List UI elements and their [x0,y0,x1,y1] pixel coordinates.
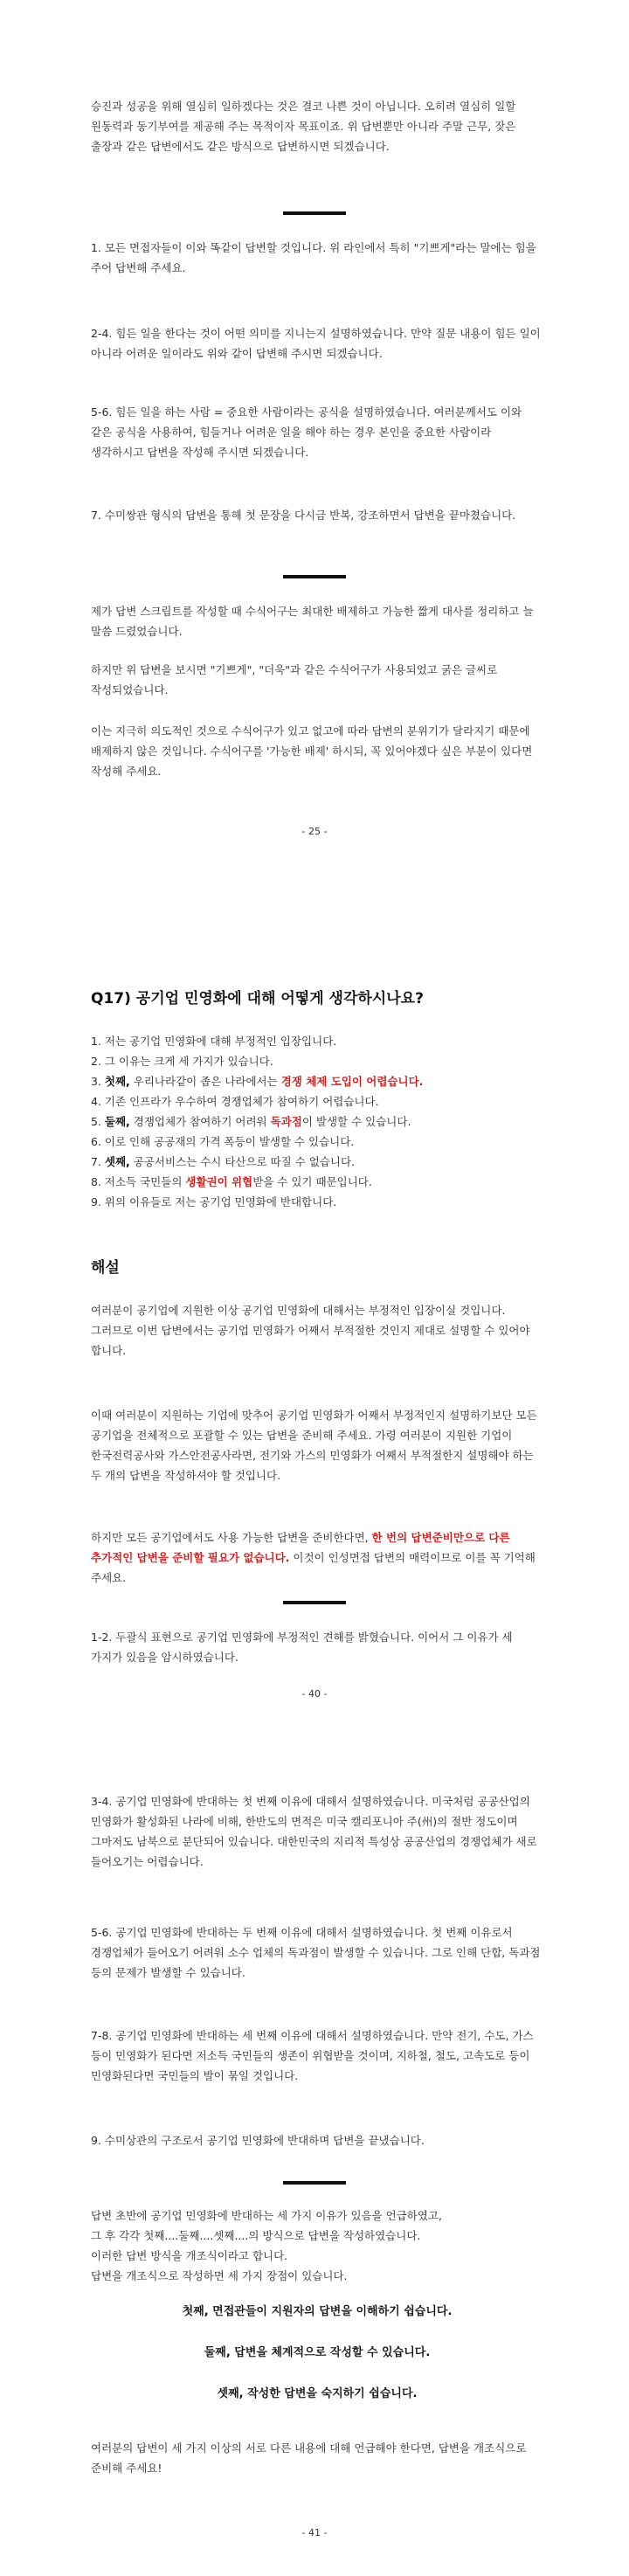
question-title-block [91,987,543,1010]
note-3-4: 3-4. 공기업 민영화에 반대하는 첫 번째 이유에 대해서 설명하였습니다. 미국처럼 공공산업의 민영화가 활성화된 나라에 비해, 한반도의 면적은 미국 캘리포니아 주(州)의 절반 정도이며 그마저도 남북으로 분단되어 있습니다. 대한민국의 지리적 특성상 공공산업의 경쟁업체가 새로 들어오기는 어렵습니다. [91,1795,537,1868]
section-divider [283,2181,346,2185]
answer-line: 9. 위의 이유들로 저는 공기업 민영화에 반대합니다. [91,1195,337,1208]
commentary-heading-block [91,1258,543,1278]
paragraph-2: 하지만 위 답변을 보시면 "기쁘게", "더욱"과 같은 수식어구가 사용되었고 굵은 글씨로 작성되었습니다. [91,663,498,696]
note-9: 9. 수미상관의 구조로서 공기업 민영화에 반대하며 답변을 끝냈습니다. [91,2134,425,2147]
section-divider [283,575,346,578]
summary: 답변 초반에 공기업 민영화에 반대하는 세 가지 이유가 있음을 언급하였고, 그 후 각각 첫째....둘째....셋째....의 방식으로 답변을 작성하였습니다. 이러한 답변 방식을 개조식이라고 합니다. 답변을 개조식으로 작성하면 세 가지 장점이 있습니다. [91,2209,442,2282]
section-divider [283,1601,346,1604]
note-1: 1. 모든 면접자들이 이와 똑같이 답변할 것입니다. 위 라인에서 특히 "기쁘게"라는 말에는 힘을 주어 답변해 주세요. [91,241,536,274]
page-number: - 41 - [301,2527,328,2538]
answer-line: 1. 저는 공기업 민영화에 대해 부정적인 입장입니다. [91,1035,337,1048]
note-5-6: 5-6. 힘든 일을 하는 사람 = 중요한 사람이라는 공식을 설명하였습니다. 여러분께서도 이와 같은 공식을 사용하여, 힘들거나 어려운 일을 해야 하는 경우 본인을 중요한 사람이라 생각하시고 답변을 작성해 주시면 되겠습니다. [91,405,522,459]
note-5-6: 5-6. 공기업 민영화에 반대하는 두 번째 이유에 대해서 설명하였습니다. 첫 번째 이유로서 경쟁업체가 들어오기 어려워 소수 업체의 독과점이 발생할 수 있습니다. 그로 인해 단합, 독과점 등의 문제가 발생할 수 있습니다. [91,1926,541,1979]
advantage-3: 셋째, 작성한 답변을 숙지하기 쉽습니다. [217,2387,418,2400]
advantage-1: 첫째, 면접관들이 지원자의 답변을 이해하기 쉽습니다. [182,2305,453,2318]
paragraph-3: 이는 지극히 의도적인 것으로 수식어구가 있고 없고에 따라 답변의 분위기가 달라지기 때문에 배제하지 않은 것입니다. 수식어구를 '가능한 배제' 하시되, 꼭 있어야겠다 싶은 부분이 있다면 작성해 주세요. [91,724,533,778]
commentary-3: 하지만 모든 공기업에서도 사용 가능한 답변을 준비한다면, 한 번의 답변준비만으로 다른 추가적인 답변을 준비할 필요가 없습니다. 이것이 인성면접 답변의 매력이므로 이를 꼭 기억해 주세요. [91,1531,536,1584]
note-1-2: 1-2. 두괄식 표현으로 공기업 민영화에 부정적인 견해를 밝혔습니다. 이어서 그 이유가 세 가지가 있음을 암시하였습니다. [91,1631,513,1664]
answer-line: 7. 셋째, 공공서비스는 수시 타산으로 따질 수 없습니다. [91,1155,356,1168]
paragraph-1: 제가 답변 스크립트를 작성할 때 수식어구는 최대한 배제하고 가능한 짧게 대사를 정리하고 늘 말씀 드렸었습니다. [91,605,534,638]
answer-line: 2. 그 이유는 크게 세 가지가 있습니다. [91,1055,273,1068]
question-title: Q17) 공기업 민영화에 대해 어떻게 생각하시나요? [91,990,424,1008]
answer-line: 8. 저소득 국민들의 생활권이 위협받을 수 있기 때문입니다. [91,1175,372,1188]
answer-list [91,1031,543,1212]
note-7-8: 7-8. 공기업 민영화에 반대하는 세 번째 이유에 대해서 설명하였습니다. 만약 전기, 수도, 가스 등이 민영화가 된다면 저소득 국민들의 생존이 위협받을 것이며, 지하철, 철도, 고속도로 등이 민영화된다면 국민들의 발이 묶일 것입니다. [91,2029,534,2082]
intro-paragraph: 승진과 성공을 위해 열심히 일하겠다는 것은 결코 나쁜 것이 아닙니다. 오히려 열심히 일할 원동력과 동기부여를 제공해 주는 목적이자 목표이죠. 위 답변뿐만 아니라 주말 근무, 잦은 출장과 같은 답변에서도 같은 방식으로 답변하시면 되겠습니다. [91,100,516,153]
advantages [91,2302,543,2404]
answer-line: 4. 기존 인프라가 우수하여 경쟁업체가 참여하기 어렵습니다. [91,1095,379,1108]
commentary-2: 이때 여러분이 지원하는 기업에 맞추어 공기업 민영화가 어째서 부정적인지 설명하기보단 모든 공기업을 전체적으로 포괄할 수 있는 답변을 준비해 주세요. 가령 여러분이 지원한 기업이 한국전력공사와 가스안전공사라면, 전기와 가스의 민영화가 어째서 부적절한지 설명해야 하는 두 개의 답변을 작성하셔야 할 것입니다. [91,1409,537,1482]
answer-line: 6. 이로 인해 공공재의 가격 폭등이 발생할 수 있습니다. [91,1135,355,1148]
commentary-heading: 해설 [91,1259,120,1277]
page-number: - 25 - [301,826,328,837]
note-7: 7. 수미쌍관 형식의 답변을 통해 첫 문장을 다시금 반복, 강조하면서 답변을 끝마쳤습니다. [91,509,516,522]
answer-line: 5. 둘째, 경쟁업체가 참여하기 어려워 독과점이 발생할 수 있습니다. [91,1115,411,1128]
advantage-2: 둘째, 답변을 체계적으로 작성할 수 있습니다. [204,2346,431,2359]
commentary-1: 여러분이 공기업에 지원한 이상 공기업 민영화에 대해서는 부정적인 입장이실 것입니다. 그러므로 이번 답변에서는 공기업 민영화가 어째서 부적절한 것인지 제대로 설명할 수 있어야 합니다. [91,1304,530,1357]
closing-paragraph: 여러분의 답변이 세 가지 이상의 서로 다른 내용에 대해 언급해야 한다면, 답변을 개조식으로 준비해 주세요! [91,2441,527,2475]
page-number: - 40 - [301,1688,328,1700]
section-divider [283,211,346,215]
note-2-4: 2-4. 힘든 일을 한다는 것이 어떤 의미를 지니는지 설명하였습니다. 만약 질문 내용이 힘든 일이 아니라 어려운 일이라도 위와 같이 답변해 주시면 되겠습니다. [91,327,541,360]
answer-line: 3. 첫째, 우리나라같이 좁은 나라에서는 경쟁 체제 도입이 어렵습니다. [91,1075,424,1088]
